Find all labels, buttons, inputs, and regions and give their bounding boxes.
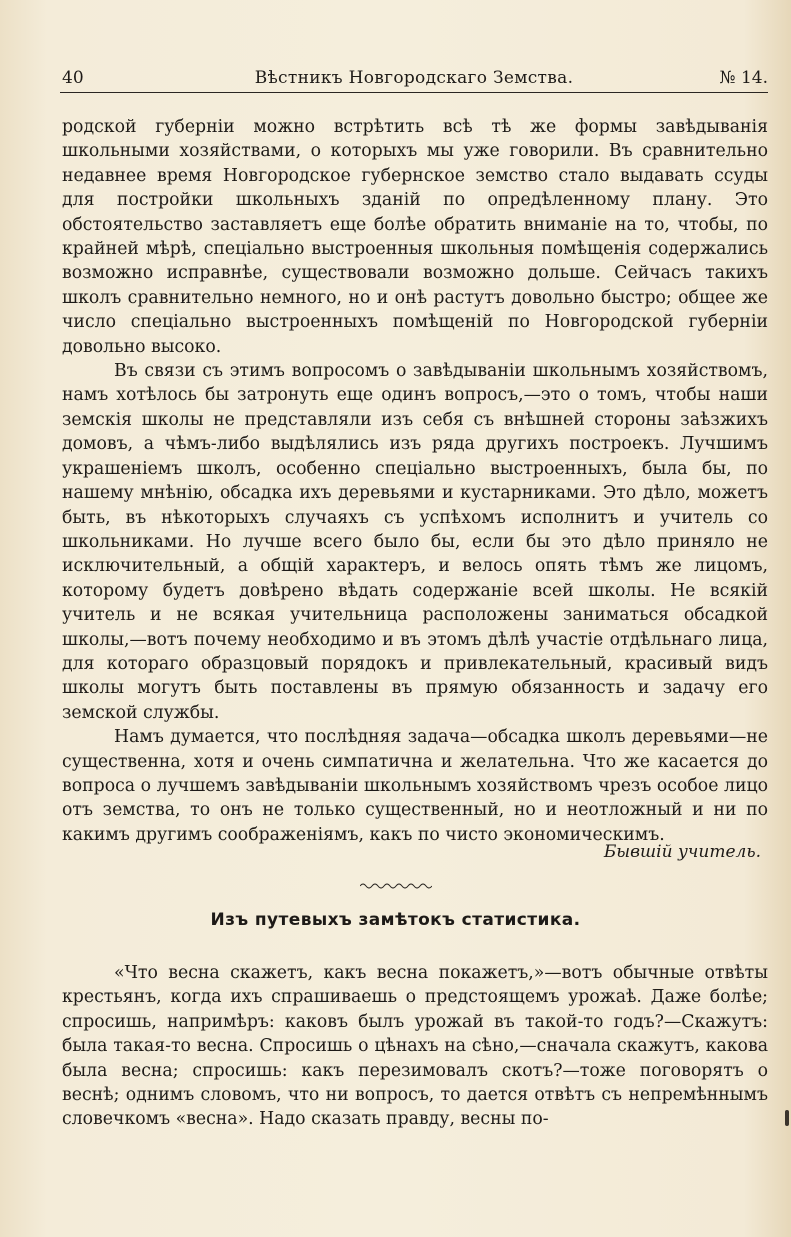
article-body-2	[62, 961, 768, 1132]
paragraph: Намъ думается, что послѣдняя задача—обсадка школъ деревьями—не существенна, хотя и очень симпатична и желательна. Что же касается до вопроса о лучшемъ завѣдываніи школьнымъ хозяйствомъ чрезъ особое лицо отъ земства, то онъ не только существенный, но и неотложный и ни по какимъ другимъ соображеніямъ, какъ по чисто экономическимъ.	[62, 727, 768, 845]
margin-mark	[785, 1110, 789, 1126]
section-title: Изъ путевыхъ замѣтокъ статистика.	[210, 910, 581, 930]
paragraph: родской губерніи можно встрѣтить всѣ тѣ же формы завѣдыванія школьными хозяйствами, о которыхъ мы уже говорили. Въ сравнительно недавнее время Новгородское губернское земство стало выдавать ссуды для постройки школьныхъ зданій по опредѣленному плану. Это обстоятельство заставляетъ еще болѣе обратить вниманіе на то, чтобы, по крайней мѣрѣ, спеціально выстроенныя школьныя помѣщенія содержались возможно исправнѣе, существовали возможно дольше. Сейчасъ такихъ школъ сравнительно немного, но и онѣ растутъ довольно быстро; общее же число спеціально выстроенныхъ помѣщеній по Новгородской губерніи довольно высоко.	[62, 117, 768, 357]
article-body	[62, 115, 768, 847]
section-divider	[360, 882, 432, 890]
issue-number: № 14.	[719, 68, 768, 88]
paragraph: Въ связи съ этимъ вопросомъ о завѣдываніи школьнымъ хозяйствомъ, намъ хотѣлось бы затронуть еще одинъ вопросъ,—это о томъ, чтобы наши земскія школы не представляли изъ себя съ внѣшней стороны заѣзжихъ домовъ, а чѣмъ-либо выдѣлялись изъ ряда другихъ построекъ. Лучшимъ украшеніемъ школъ, особенно спеціально выстроенныхъ, была бы, по нашему мнѣнію, обсадка ихъ деревьями и кустарниками. Это дѣло, можетъ быть, въ нѣкоторыхъ случаяхъ съ успѣхомъ исполнитъ и учитель со школьниками. Но лучше всего было бы, если бы это дѣло приняло не исключительный, а общій характеръ, и велось опять тѣмъ же лицомъ, которому будетъ довѣрено вѣдать содержаніе всей школы. Не всякій учитель и не всякая учительница расположены заниматься обсадкой школы,—вотъ почему необходимо и въ этомъ дѣлѣ участіе отдѣльнаго лица, для котораго образцовый порядокъ и привлекательный, красивый видъ школы могутъ быть поставлены въ прямую обязанность и задачу его земской службы.	[62, 361, 768, 723]
page-number: 40	[62, 68, 84, 88]
running-header	[60, 64, 768, 93]
journal-title: Вѣстникъ Новгородскаго Земства.	[254, 68, 574, 88]
author-signature: Бывшій учитель.	[603, 842, 761, 862]
paragraph: «Что весна скажетъ, какъ весна покажетъ,»—вотъ обычные отвѣты крестьянъ, когда ихъ спрашиваешь о предстоящемъ урожаѣ. Даже болѣе; спросишь, напримѣръ: каковъ былъ урожай въ такой-то годъ?—Скажутъ: была такая-то весна. Спросишь о цѣнахъ на сѣно,—сначала скажутъ, какова была весна; спросишь: какъ перезимовалъ скотъ?—тоже поговорятъ о веснѣ; однимъ словомъ, что ни вопросъ, то дается отвѣтъ съ непремѣннымъ словечкомъ «весна». Надо сказать правду, весны по-	[62, 963, 768, 1130]
